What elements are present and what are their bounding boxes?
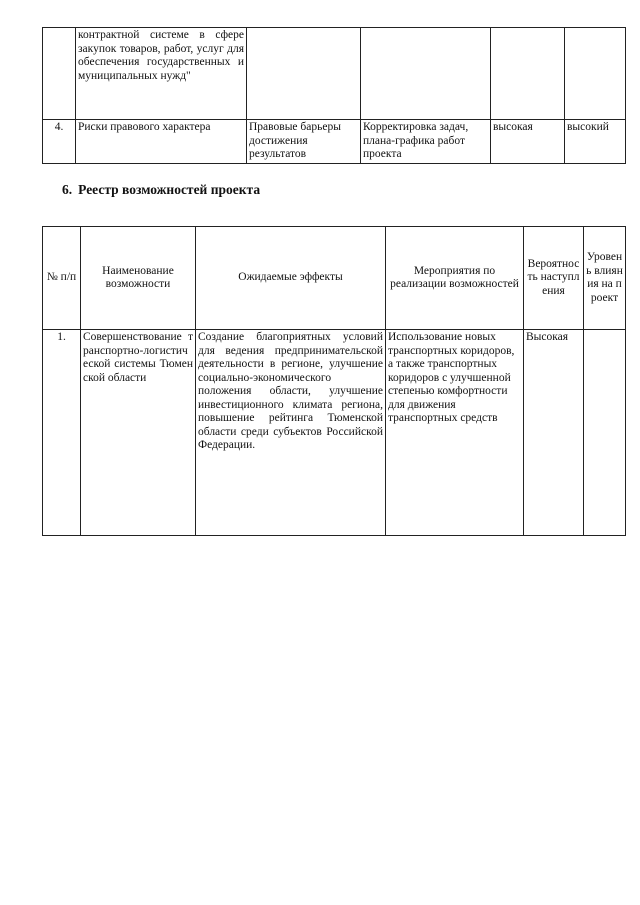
risk-measures: Корректировка задач, плана-графика работ проекта bbox=[361, 120, 491, 164]
table-cell bbox=[361, 28, 491, 120]
header-effects: Ожидаемые эффекты bbox=[196, 227, 386, 330]
row-number: 4. bbox=[43, 120, 76, 164]
table-row bbox=[43, 120, 626, 164]
opportunity-impact bbox=[584, 330, 626, 536]
header-impact: Уровень влияния на проект bbox=[584, 227, 626, 330]
opportunity-name: Совершенствование транспортно-логистической системы Тюменской области bbox=[81, 330, 196, 536]
header-num: № п/п bbox=[43, 227, 81, 330]
header-name: Наименование возможности bbox=[81, 227, 196, 330]
header-probability: Вероятность наступления bbox=[524, 227, 584, 330]
opportunity-effects: Создание благоприятных условий для ведения предпринимательской деятельности в регионе, улучшение социально-экономического положения области, улучшение инвестиционного климата региона, повышение рейтинга Тюменской области среди субъектов Российской Федерации. bbox=[196, 330, 386, 536]
table-row bbox=[43, 28, 626, 120]
table-cell bbox=[491, 28, 565, 120]
risk-probability: высокая bbox=[491, 120, 565, 164]
header-measures: Мероприятия по реализации возможностей bbox=[386, 227, 524, 330]
table-row bbox=[43, 330, 626, 536]
risk-name: Риски правового характера bbox=[76, 120, 247, 164]
continuation-text: контрактной системе в сфере закупок товаров, работ, услуг для обеспечения государственных и муниципальных нужд" bbox=[76, 28, 247, 120]
table-cell bbox=[43, 28, 76, 120]
section-number: 6. bbox=[62, 182, 73, 197]
table-cell bbox=[247, 28, 361, 120]
row-number: 1. bbox=[43, 330, 81, 536]
section-title: Реестр возможностей проекта bbox=[78, 182, 261, 197]
section-heading bbox=[62, 182, 260, 198]
risk-register-table-continuation bbox=[42, 27, 626, 164]
table-header-row bbox=[43, 227, 626, 330]
risk-impact: высокий bbox=[565, 120, 626, 164]
table-cell bbox=[565, 28, 626, 120]
opportunity-measures: Использование новых транспортных коридоров, а также транспортных коридоров с улучшенной степенью комфортности для движения транспортных средств bbox=[386, 330, 524, 536]
opportunity-probability: Высокая bbox=[524, 330, 584, 536]
risk-reason: Правовые барьеры достижения результатов bbox=[247, 120, 361, 164]
opportunity-register-table bbox=[42, 226, 626, 536]
